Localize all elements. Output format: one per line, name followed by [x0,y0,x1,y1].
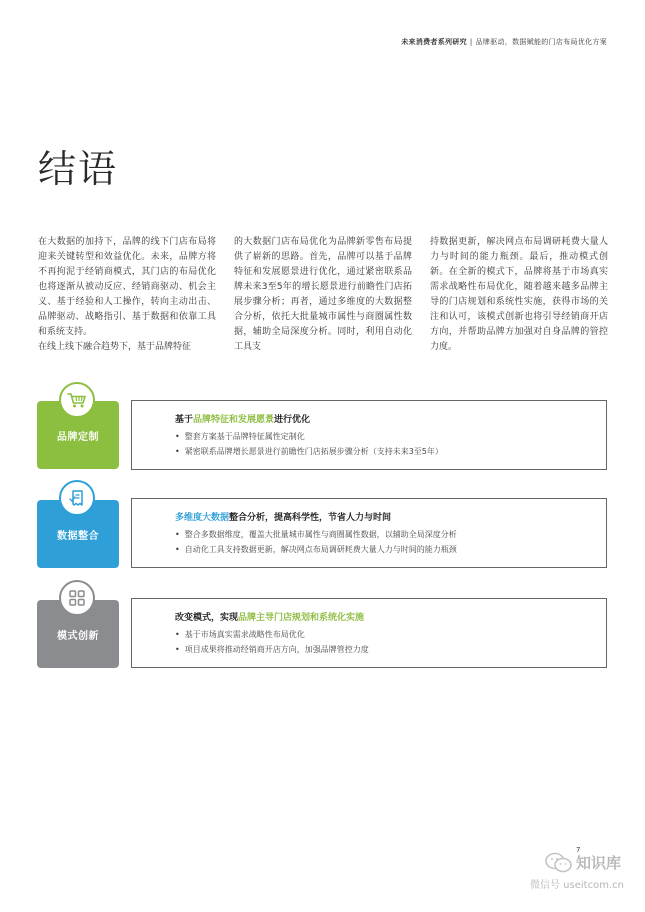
page-title: 结语 [38,147,119,191]
body-columns [38,235,608,355]
title-highlight: 品牌主导门店规划和系统化实施 [238,613,365,623]
feature-row-data [37,480,609,570]
title-suffix: 整合分析，提高科学性，节省人力与时间 [229,513,392,523]
feature-bullets-model [175,627,606,657]
wechat-icon [545,852,573,878]
feature-bullets-data [175,527,606,557]
feature-row-brand [37,382,609,470]
title-suffix: 进行优化 [274,415,311,425]
watermark-brand: 知识库 [576,854,622,872]
tile-label: 品牌定制 [57,431,99,443]
bullet-item: • 紧密联系品牌增长愿景进行前瞻性门店拓展步骤分析（支持未来3至5年） [175,444,606,459]
tile-label: 模式创新 [57,630,99,642]
body-column-1 [38,235,216,355]
feature-title-brand [175,412,606,425]
page-number: 7 [576,846,581,854]
bullet-item: • 整套方案基于品牌特征属性定制化 [175,429,606,444]
feature-box-model [131,598,607,668]
body-col1-paragraph-2: 在线上线下融合趋势下，基于品牌特征 [38,342,192,352]
title-highlight: 品牌特征和发展愿景 [193,415,275,425]
feature-bullets-brand [175,429,606,459]
shopping-cart-icon [59,382,95,418]
page-header [401,37,607,47]
title-prefix: 改变模式，实现 [175,613,239,623]
feature-box-brand [131,400,607,470]
bullet-item: • 基于市场真实需求战略性布局优化 [175,627,606,642]
tile-label: 数据整合 [57,530,99,542]
bullet-item: • 项目成果将推动经销商开店方向，加强品牌管控力度 [175,642,606,657]
feature-title-data [175,510,606,523]
title-highlight: 多维度大数据 [175,513,230,523]
header-series: 未来消费者系列研究 [401,38,467,46]
receipt-icon [59,480,95,516]
grid-icon [59,580,95,616]
body-col2-paragraph: 的大数据门店布局优化为品牌新零售布局提供了崭新的思路。首先，品牌可以基于品牌特征和发展愿景进行优化，通过紧密联系品牌未来3至5年的增长愿景进行前瞻性门店拓展步骤分析；再者，通过多维度的大数据整合分析，依托大批量城市属性与商圈属性数据，辅助全局深度分析。同时，利用自动化工具支 [234,237,412,352]
header-separator: | [469,38,473,46]
feature-row-model [37,580,609,668]
feature-box-data [131,498,607,568]
bullet-item: • 自动化工具支持数据更新，解决网点布局调研耗费大量人力与时间的能力瓶颈 [175,542,606,557]
header-subtitle: 品牌驱动，数据赋能的门店布局优化方案 [475,38,607,46]
title-prefix: 基于 [175,415,194,425]
watermark-account: 微信号 useitcom.cn [530,880,624,891]
body-column-3 [430,235,608,355]
body-column-2 [234,235,412,355]
body-col3-paragraph: 持数据更新，解决网点布局调研耗费大量人力与时间的能力瓶颈。最后，推动模式创新。在全新的模式下，品牌将基于市场真实需求战略性布局优化，随着越来越多品牌主导的门店规划和系统性实施，获得市场的关注和认可，该模式创新也将引导经销商开店方向，并帮助品牌方加强对自身品牌的管控力度。 [430,237,608,352]
body-col1-paragraph-1: 在大数据的加持下，品牌的线下门店布局将迎来关键转型和效益优化。未来，品牌方将不再拘泥于经销商模式，其门店的布局优化也将逐渐从被动反应、经销商驱动、机会主义、基于经验和人工操作，转向主动出击、品牌驱动、战略指引、基于数据和依靠工具和系统支持。 [38,237,216,337]
feature-title-model [175,610,606,623]
bullet-item: • 整合多数据维度，覆盖大批量城市属性与商圈属性数据，以辅助全局深度分析 [175,527,606,542]
